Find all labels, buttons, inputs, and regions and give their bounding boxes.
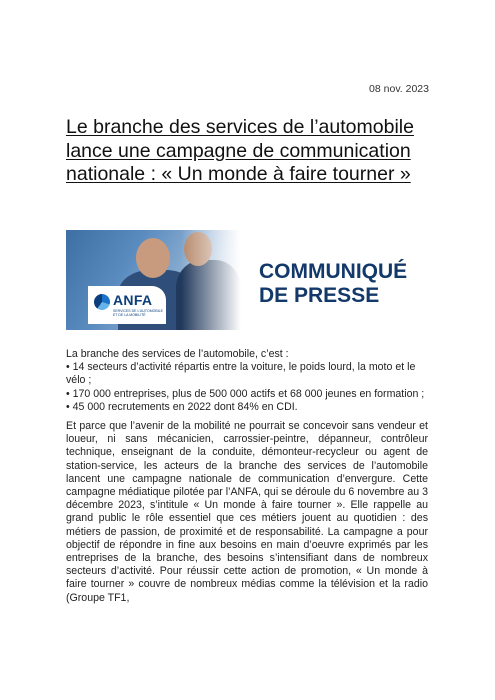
publication-date: 08 nov. 2023 <box>369 83 429 95</box>
banner-heading-line2: DE PRESSE <box>259 284 380 307</box>
press-release-banner <box>66 230 428 330</box>
banner-heading <box>259 260 407 308</box>
anfa-logo-subtitle: SERVICES DE L'AUTOMOBILE ET DE LA MOBILITÉ <box>113 309 163 317</box>
intro-text: La branche des services de l’automobile, c’est : <box>66 348 289 360</box>
anfa-logo-mark-icon <box>94 294 110 310</box>
bullet-item: • 45 000 recrutements en 2022 dont 84% en CDI. <box>66 400 298 413</box>
intro-block <box>66 348 428 414</box>
bullet-item: • 170 000 entreprises, plus de 500 000 actifs et 68 000 jeunes en formation ; <box>66 387 425 400</box>
anfa-logo <box>88 286 166 324</box>
anfa-logo-name: ANFA <box>113 292 153 308</box>
article-body <box>66 348 428 611</box>
body-paragraph: Et parce que l’avenir de la mobilité ne pourrait se concevoir sans vendeur et loueur, ni sans mécanicien, carrossier-peintre, dépanneur, contrôleur technique, enseignant de la conduite, démonteur-recycleur ou agent de station-service, les acteurs de la branche des services de l’automobile lancent une campagne nationale de communication d’envergure. Cette campagne médiatique pilotée par l’ANFA, qui se déroule du 6 novembre au 3 décembre 2023, s’intitule « Un monde à faire tourner ». Elle rappelle au grand public le rôle essentiel que ces métiers jouent au quotidien : des métiers de passion, de proximité et de responsabilité. La campagne a pour objectif de répondre in fine aux besoins en main d’oeuvre exprimés par les entreprises de la branche, des besoins s’intensifiant dans de nombreux secteurs d’activité. Pour réussir cette action de promotion, « Un monde à faire tourner » couvre de nombreux médias comme la télévision et la radio (Groupe TF1, <box>66 420 428 604</box>
article-title: Le branche des services de l’automobile lance une campagne de communication nationale : « Un monde à faire tourner » <box>66 116 414 185</box>
bullet-item: • 14 secteurs d’activité répartis entre la voiture, le poids lourd, la moto et le vélo ; <box>66 361 416 387</box>
banner-heading-line1: COMMUNIQUÉ <box>259 260 408 283</box>
